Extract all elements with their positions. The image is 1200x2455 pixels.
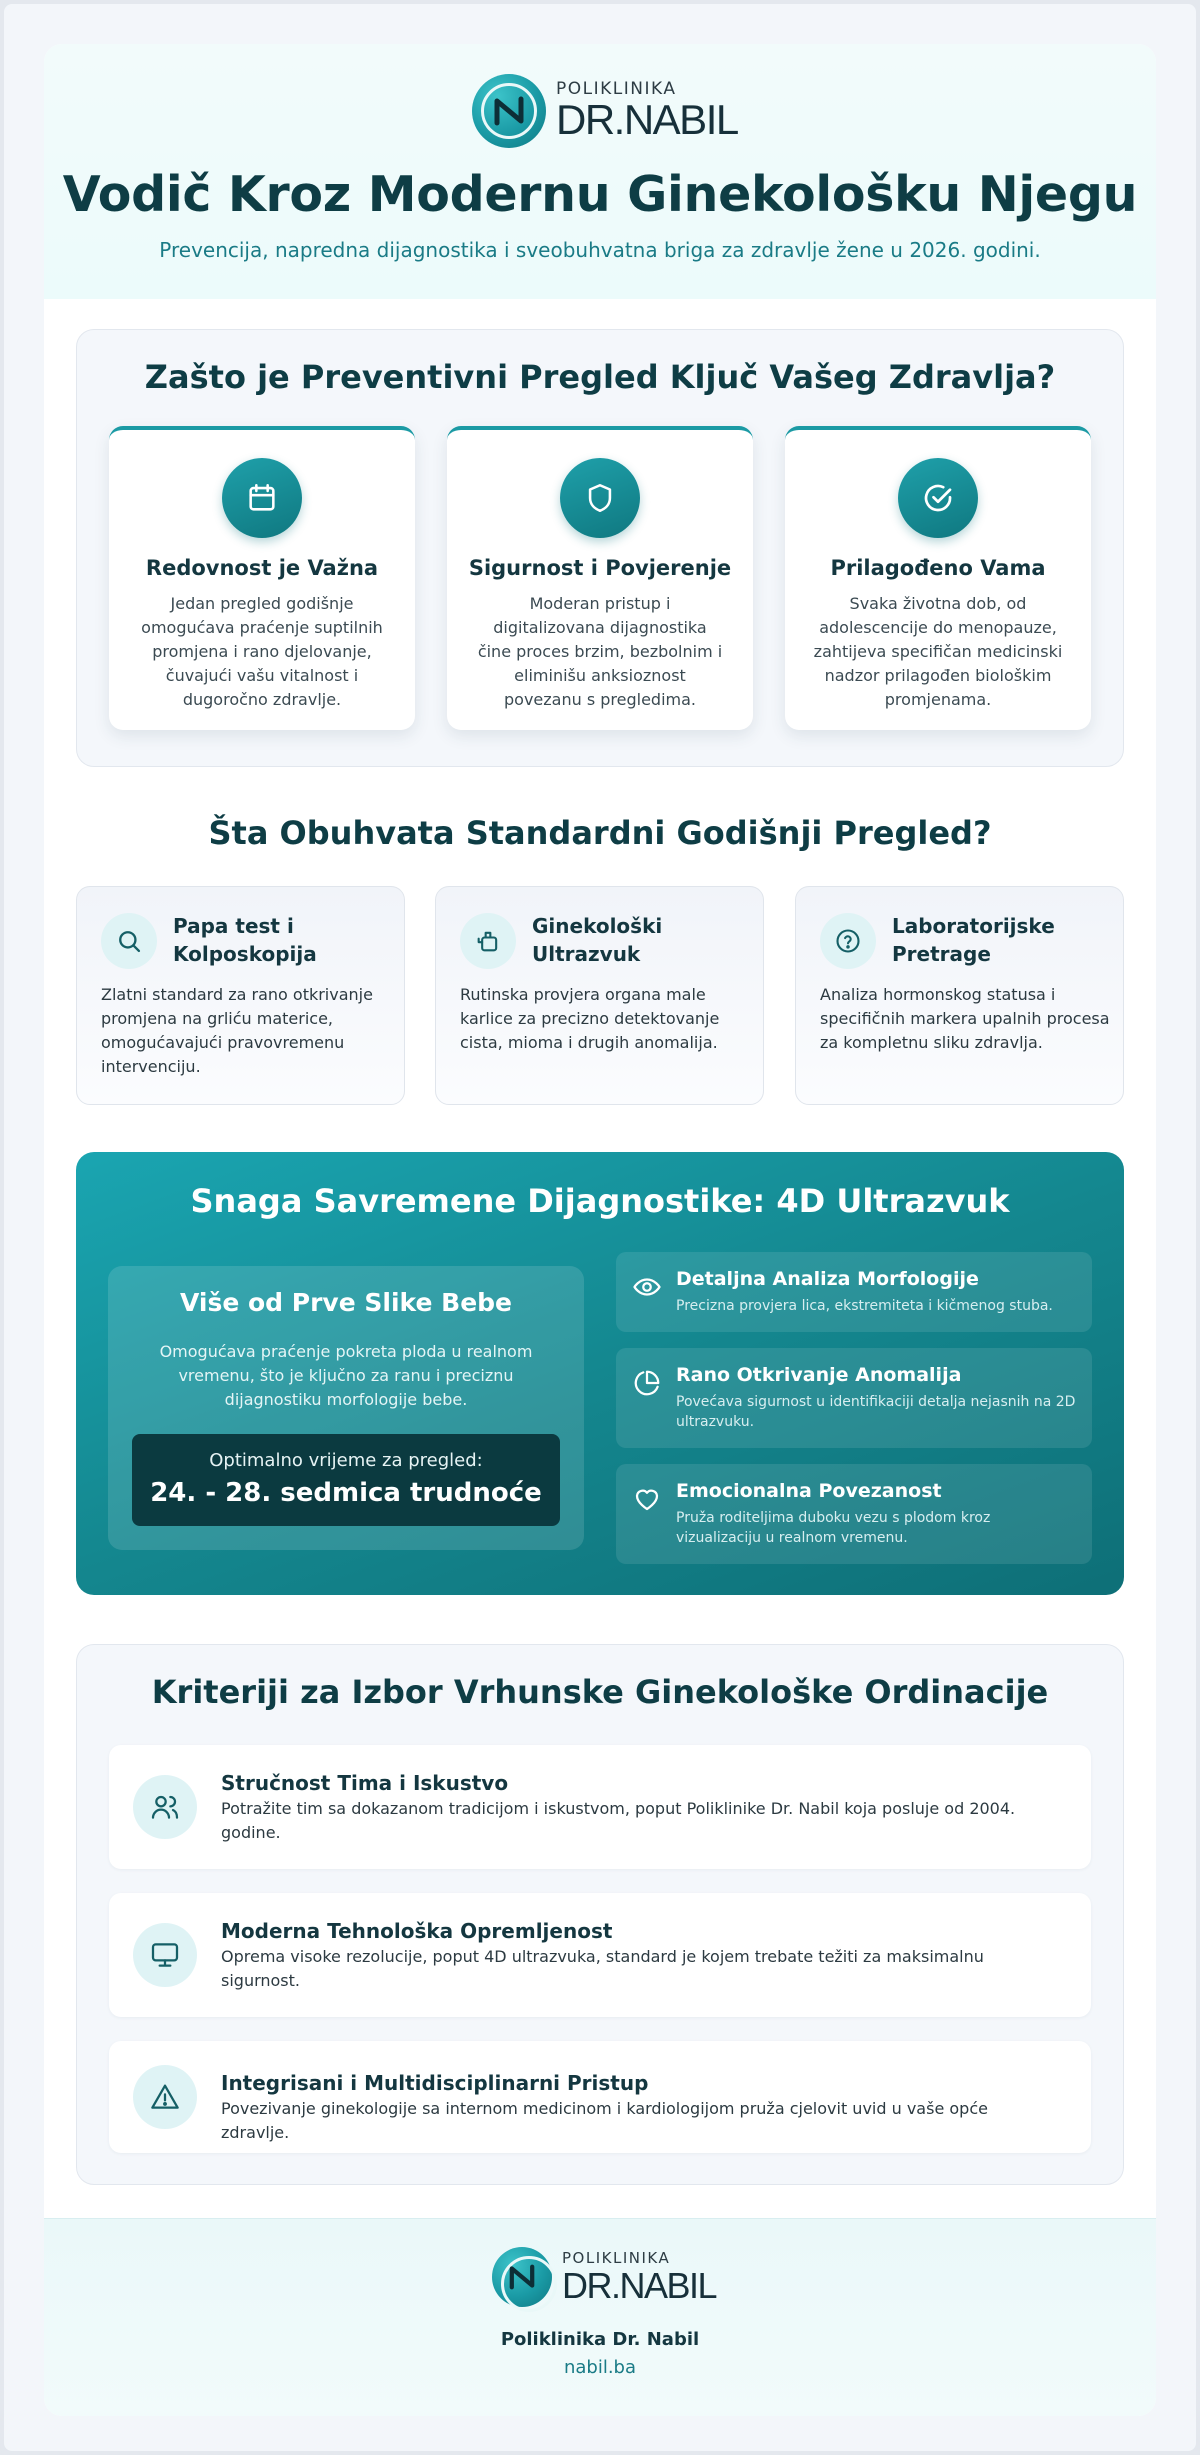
logo-big-text: DR.NABIL bbox=[562, 2265, 717, 2306]
exam-card-text: Zlatni standard za rano otkrivanje promjena na grliću materice, omogućavajući pravovremenu intervenciju. bbox=[101, 985, 373, 1076]
logo-small-text: POLIKLINIKA bbox=[562, 2249, 671, 2267]
exam-card-text: Analiza hormonskog statusa i specifičnih markera upalnih procesa za kompletnu sliku zdravlja. bbox=[820, 985, 1110, 1052]
feature-text: Pruža roditeljima duboku vezu s plodom kroz vizualizaciju u realnom vremenu. bbox=[676, 1510, 991, 1546]
question-circle-icon bbox=[820, 913, 876, 969]
ultrasound-feature bbox=[616, 1464, 1092, 1564]
logo-mark-icon bbox=[472, 74, 546, 148]
why-card bbox=[447, 426, 753, 730]
pie-chart-icon bbox=[632, 1368, 662, 1402]
feature-title: Rano Otkrivanje Anomalija bbox=[676, 1364, 962, 1386]
optimal-time-value: 24. - 28. sedmica trudnoće bbox=[150, 1478, 542, 1508]
exam-card-title: Ginekološki Ultrazvuk bbox=[532, 914, 663, 966]
exam-card-title: Papa test i Kolposkopija bbox=[173, 914, 317, 966]
why-card-text: Jedan pregled godišnje omogućava praćenje suptilnih promjena i rano djelovanje, čuvajući vašu vitalnost i dugoročno zdravlje. bbox=[141, 594, 383, 709]
logo-big-text: DR.NABIL bbox=[556, 96, 738, 143]
check-circle-icon bbox=[898, 458, 978, 538]
ultrasound-feature bbox=[616, 1252, 1092, 1332]
ultrasound-feature bbox=[616, 1348, 1092, 1448]
why-section bbox=[76, 329, 1124, 767]
feature-title: Emocionalna Povezanost bbox=[676, 1480, 942, 1502]
why-card-title: Prilagođeno Vama bbox=[830, 556, 1046, 580]
logo bbox=[472, 74, 738, 148]
infographic-sheet bbox=[44, 44, 1156, 2416]
shield-icon bbox=[560, 458, 640, 538]
highlight-text: Omogućava praćenje pokreta ploda u realnom vremenu, što je ključno za ranu i preciznu dijagnostiku morfologije bebe. bbox=[159, 1342, 533, 1409]
page-background bbox=[4, 4, 1196, 2451]
criteria-item bbox=[109, 2041, 1091, 2153]
users-icon bbox=[133, 1775, 197, 1839]
page-title: Vodič Kroz Modernu Ginekološku Njegu bbox=[62, 166, 1138, 223]
page-subtitle: Prevencija, napredna dijagnostika i sveobuhvatna briga za zdravlje žene u 2026. godini. bbox=[159, 238, 1041, 262]
highlight-title: Više od Prve Slike Bebe bbox=[179, 1288, 513, 1317]
exam-card bbox=[435, 886, 764, 1105]
warning-icon bbox=[133, 2065, 197, 2129]
footer-clinic-name: Poliklinika Dr. Nabil bbox=[500, 2329, 700, 2350]
header bbox=[44, 44, 1156, 299]
ultrasound-highlight bbox=[108, 1266, 584, 1550]
ultrasound-section bbox=[76, 1152, 1124, 1595]
why-card-title: Sigurnost i Povjerenje bbox=[468, 556, 732, 580]
footer-logo bbox=[492, 2247, 716, 2307]
criteria-title: Integrisani i Multidisciplinarni Pristup bbox=[221, 2071, 649, 2095]
feature-title: Detaljna Analiza Morfologije bbox=[676, 1268, 979, 1290]
monitor-icon bbox=[133, 1923, 197, 1987]
feature-text: Povećava sigurnost u identifikaciji detalja nejasnih na 2D ultrazvuku. bbox=[676, 1394, 1076, 1430]
why-card-text: Moderan pristup i digitalizovana dijagnostika čine proces brzim, bezbolnim i eliminišu anksioznost povezanu s pregledima. bbox=[477, 594, 723, 709]
why-card-title: Redovnost je Važna bbox=[145, 556, 379, 580]
heart-icon bbox=[632, 1484, 662, 1518]
why-card bbox=[109, 426, 415, 730]
logo-mark-icon bbox=[492, 2247, 552, 2307]
exam-card bbox=[795, 886, 1124, 1105]
search-icon bbox=[101, 913, 157, 969]
criteria-item bbox=[109, 1893, 1091, 2017]
ultrasound-probe-icon bbox=[460, 913, 516, 969]
why-card bbox=[785, 426, 1091, 730]
why-section-title: Zašto je Preventivni Pregled Ključ Vašeg Zdravlja? bbox=[144, 358, 1056, 396]
footer-website-link[interactable]: nabil.ba bbox=[563, 2357, 637, 2378]
logo-small-text: POLIKLINIKA bbox=[556, 79, 677, 99]
optimal-time-label: Optimalno vrijeme za pregled: bbox=[209, 1450, 483, 1471]
criteria-title: Moderna Tehnološka Opremljenost bbox=[221, 1919, 613, 1943]
calendar-icon bbox=[222, 458, 302, 538]
optimal-time-box bbox=[132, 1434, 560, 1526]
exam-section-title: Šta Obuhvata Standardni Godišnji Pregled? bbox=[208, 814, 992, 852]
criteria-section bbox=[76, 1644, 1124, 2185]
criteria-text: Oprema visoke rezolucije, poput 4D ultrazvuka, standard je kojem trebate težiti za maksimalnu sigurnost. bbox=[221, 1947, 984, 1990]
criteria-title: Stručnost Tima i Iskustvo bbox=[221, 1771, 509, 1795]
exam-card bbox=[76, 886, 405, 1105]
eye-icon bbox=[632, 1272, 662, 1306]
criteria-text: Potražite tim sa dokazanom tradicijom i iskustvom, poput Poliklinike Dr. Nabil koja posluje od 2004. godine. bbox=[221, 1799, 1016, 1842]
footer bbox=[44, 2218, 1156, 2416]
exam-card-text: Rutinska provjera organa male karlice za precizno detektovanje cista, mioma i drugih anomalija. bbox=[460, 985, 720, 1052]
exam-card-title: Laboratorijske Pretrage bbox=[892, 914, 1055, 966]
why-card-text: Svaka životna dob, od adolescencije do menopauze, zahtijeva specifičan medicinski nadzor prilagođen biološkim promjenama. bbox=[813, 594, 1063, 709]
criteria-item bbox=[109, 1745, 1091, 1869]
ultrasound-section-title: Snaga Savremene Dijagnostike: 4D Ultrazvuk bbox=[190, 1182, 1010, 1220]
criteria-text: Povezivanje ginekologije sa internom medicinom i kardiologijom pruža cjelovit uvid u vaše opće zdravlje. bbox=[221, 2099, 988, 2142]
feature-text: Precizna provjera lica, ekstremiteta i kičmenog stuba. bbox=[676, 1298, 1053, 1314]
criteria-section-title: Kriteriji za Izbor Vrhunske Ginekološke Ordinacije bbox=[151, 1673, 1049, 1711]
